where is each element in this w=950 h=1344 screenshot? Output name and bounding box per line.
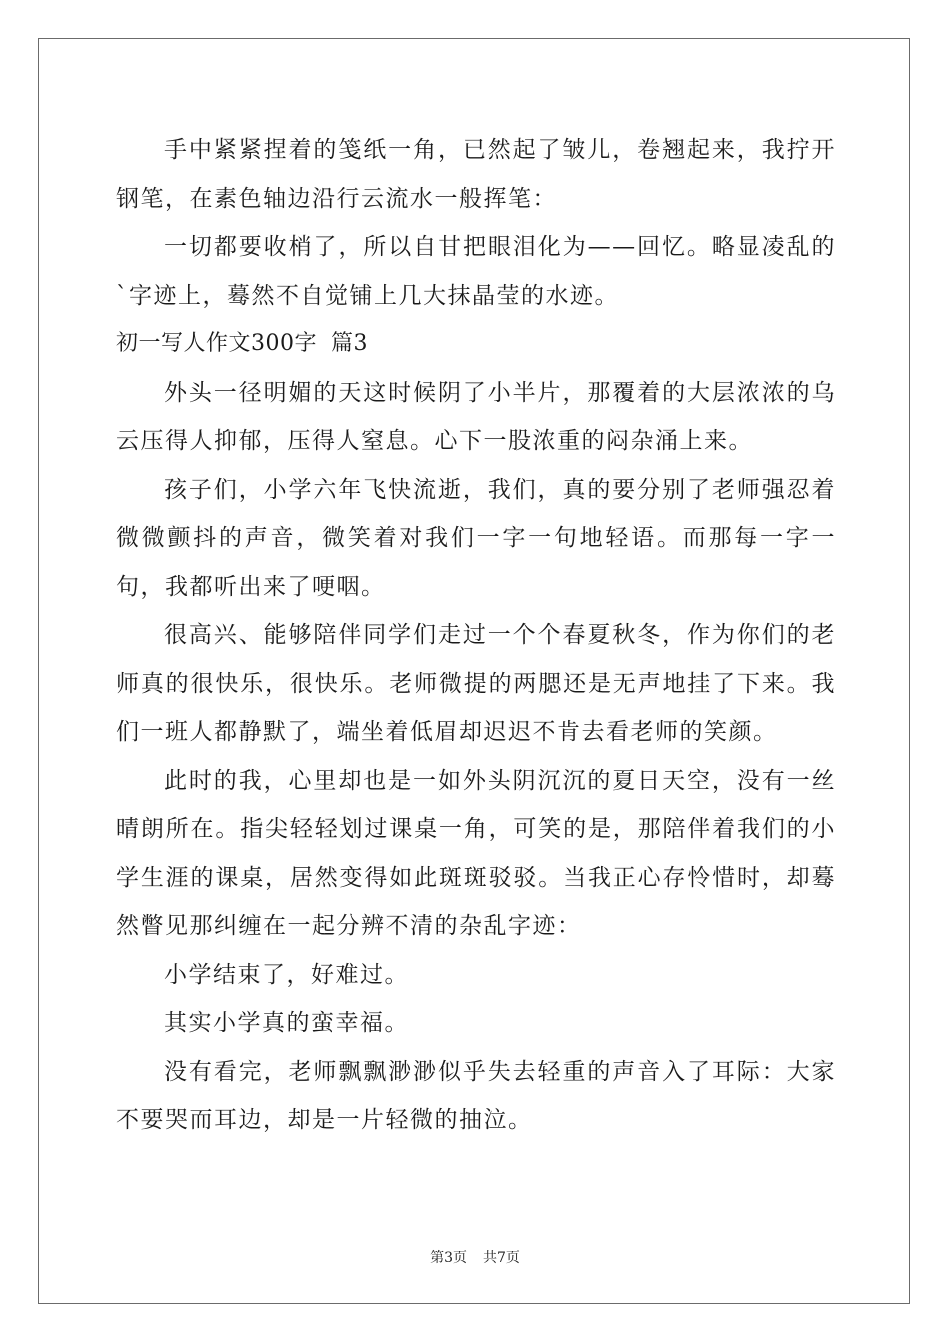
heading-part: 篇3 xyxy=(331,331,368,356)
paragraph: 手中紧紧捏着的笺纸一角，已然起了皱儿，卷翘起来，我拧开钢笔，在素色轴边沿行云流水一般挥笔： xyxy=(116,137,836,212)
document-body xyxy=(116,126,836,1145)
page-number-total: 共7页 xyxy=(483,1250,520,1266)
heading-title: 初一写人作文300字 xyxy=(116,331,317,356)
paragraph: 一切都要收梢了，所以自甘把眼泪化为——回忆。略显凌乱的`字迹上，蓦然不自觉铺上几大抹晶莹的水迹。 xyxy=(116,234,836,309)
section-heading xyxy=(116,320,836,369)
page-footer xyxy=(0,1247,950,1267)
paragraph: 没有看完，老师飘飘渺渺似乎失去轻重的声音入了耳际：大家不要哭而耳边，却是一片轻微的抽泣。 xyxy=(116,1058,836,1133)
paragraph: 此时的我，心里却也是一如外头阴沉沉的夏日天空，没有一丝晴朗所在。指尖轻轻划过课桌一角，可笑的是，那陪伴着我们的小学生涯的课桌，居然变得如此斑斑驳驳。当我正心存怜惜时，却蓦然瞥见那纠缠在一起分辨不清的杂乱字迹： xyxy=(116,767,836,939)
paragraph: 很高兴、能够陪伴同学们走过一个个春夏秋冬，作为你们的老师真的很快乐，很快乐。老师微提的两腮还是无声地挂了下来。我们一班人都静默了，端坐着低眉却迟迟不肯去看老师的笑颜。 xyxy=(116,622,836,745)
paragraph: 外头一径明媚的天这时候阴了小半片，那覆着的大层浓浓的乌云压得人抑郁，压得人窒息。心下一股浓重的闷杂涌上来。 xyxy=(116,379,836,454)
paragraph: 孩子们，小学六年飞快流逝，我们，真的要分别了老师强忍着微微颤抖的声音，微笑着对我们一字一句地轻语。而那每一字一句，我都听出来了哽咽。 xyxy=(116,476,836,600)
page-number-current: 第3页 xyxy=(430,1250,467,1266)
paragraph: 小学结束了，好难过。 xyxy=(164,961,409,988)
paragraph: 其实小学真的蛮幸福。 xyxy=(164,1010,409,1036)
